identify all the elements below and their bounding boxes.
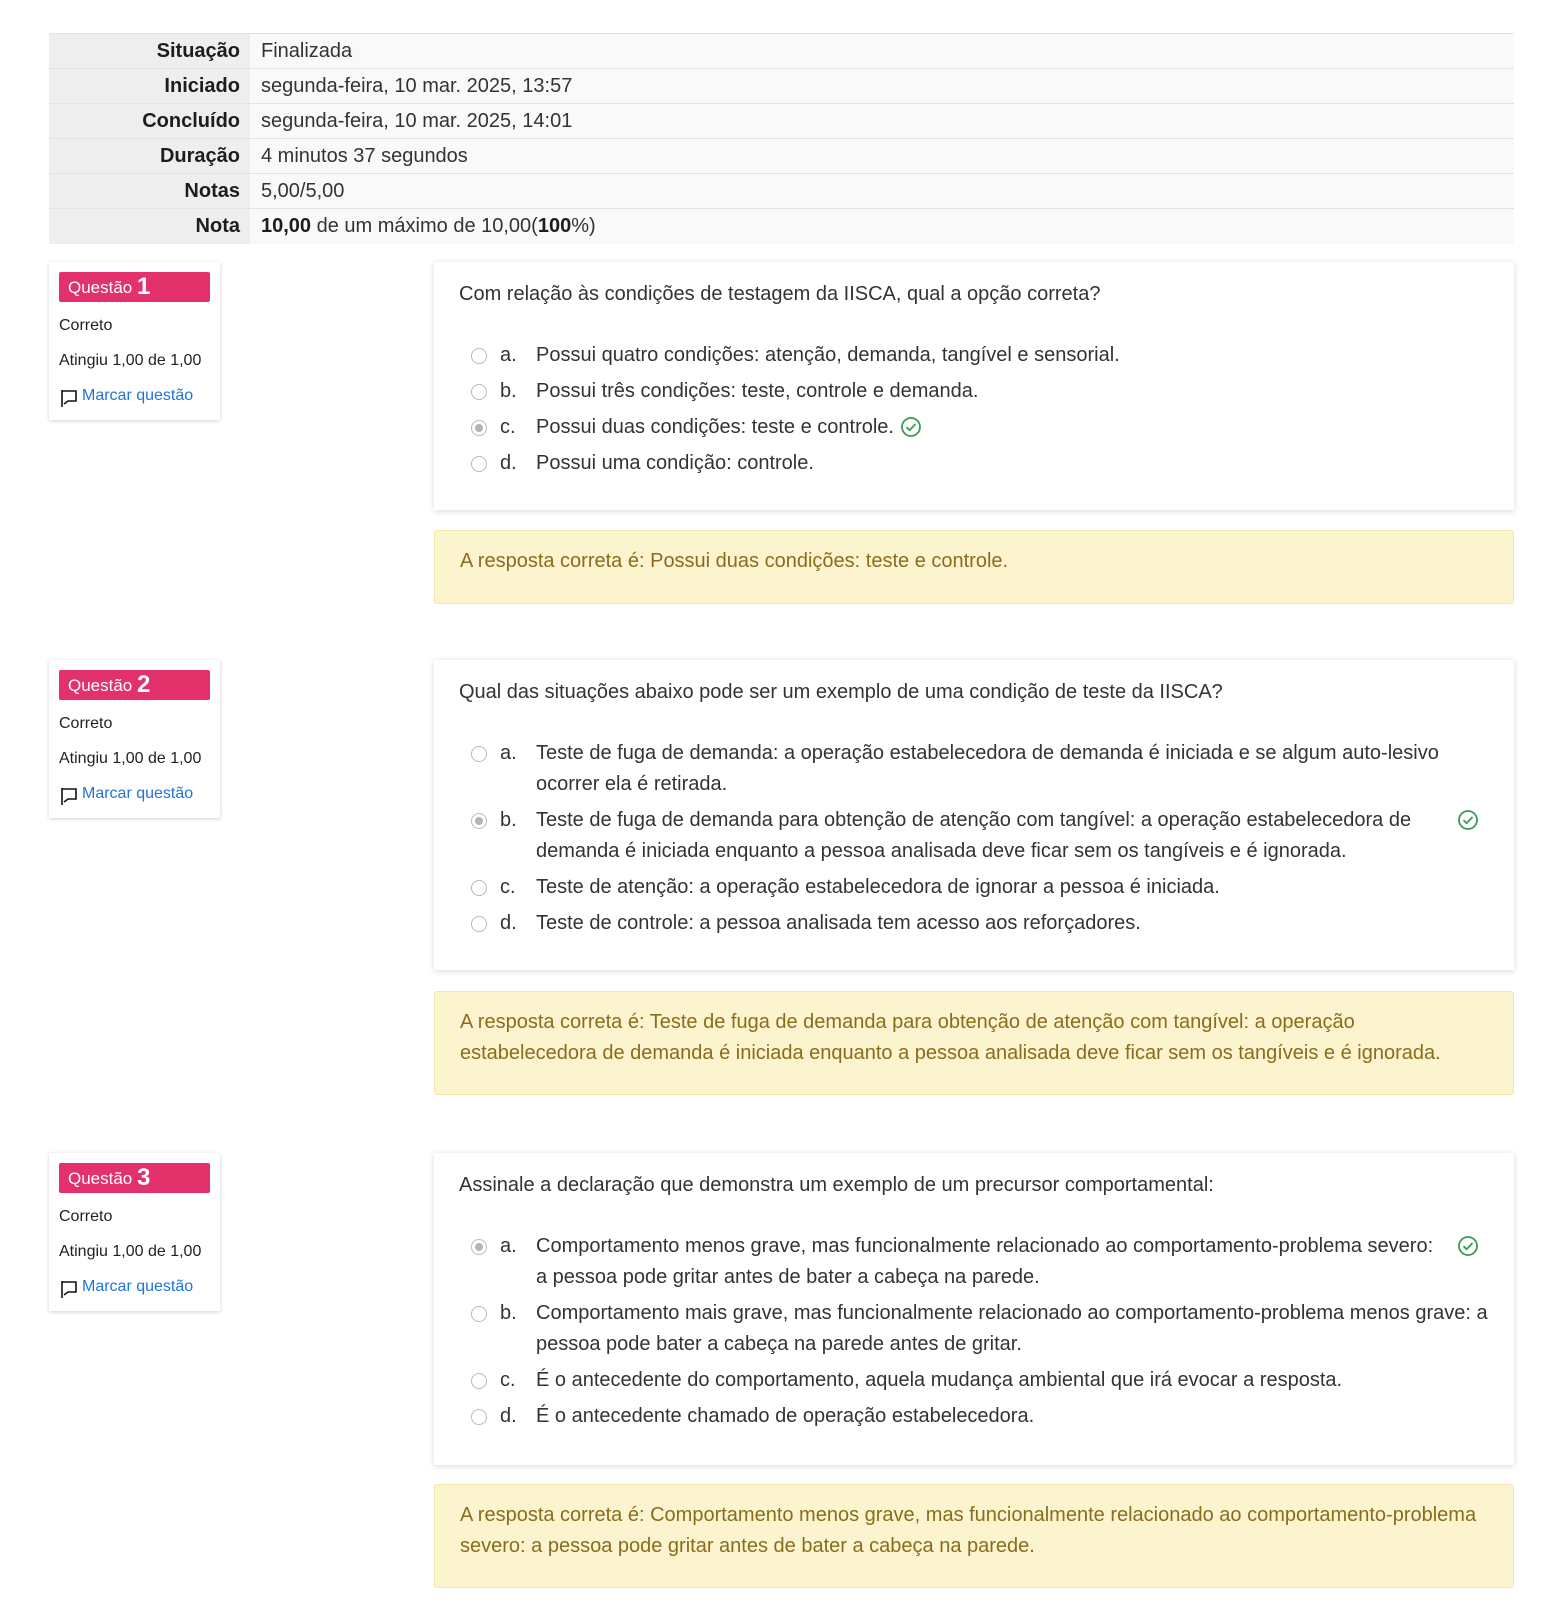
correct-check-icon [900,416,922,438]
question-number-badge [59,670,210,700]
flag-icon [59,1279,79,1299]
summary-row-notas [49,174,1514,209]
answer-text: Teste de fuga de demanda: a operação estabelecedora de demanda é iniciada e se algum auto-lesivo ocorrer ela é retirada. [536,742,1439,795]
grade-suffix: %) [571,214,596,237]
flag-question-label: Marcar questão [82,387,194,404]
answer-radio-selected[interactable] [471,813,487,829]
answer-radio[interactable] [471,746,487,762]
summary-row-duracao [49,139,1514,174]
answer-text: Teste de controle: a pessoa analisada tem acesso aos reforçadores. [536,912,1141,934]
answer-radio[interactable] [471,916,487,932]
flag-question-link[interactable] [59,384,210,408]
answer-option-c[interactable] [459,1365,1489,1396]
flag-icon [59,786,79,806]
flag-question-label: Marcar questão [82,785,194,802]
question-3-info [49,1153,220,1311]
answer-letter: a. [500,1235,517,1257]
question-number: 3 [137,1164,151,1191]
question-number: 2 [137,671,151,698]
answer-option-b[interactable] [459,376,1489,407]
answer-option-b[interactable] [459,1298,1489,1360]
summary-value: Finalizada [250,34,1514,69]
answer-radio[interactable] [471,880,487,896]
answer-letter: b. [500,380,517,402]
question-state: Correto [59,317,113,334]
question-label: Questão [68,278,133,297]
answer-option-d[interactable] [459,1401,1489,1432]
answer-letter: b. [500,809,517,831]
answer-option-a[interactable] [459,340,1489,371]
flag-question-link[interactable] [59,1275,210,1299]
question-3-feedback [434,1484,1514,1588]
answer-option-c[interactable] [459,412,1489,443]
summary-label: Notas [49,174,250,209]
flag-icon [59,388,79,408]
question-2-info [49,660,220,818]
question-state: Correto [59,1208,113,1225]
question-text: Com relação às condições de testagem da IISCA, qual a opção correta? [459,283,1101,305]
summary-row-iniciado [49,69,1514,104]
correct-check-icon [1457,1235,1479,1257]
answer-radio[interactable] [471,1409,487,1425]
question-grade: Atingiu 1,00 de 1,00 [59,352,202,369]
summary-label: Situação [49,34,250,69]
answer-radio[interactable] [471,1373,487,1389]
question-grade: Atingiu 1,00 de 1,00 [59,750,202,767]
question-text: Qual das situações abaixo pode ser um exemplo de uma condição de teste da IISCA? [459,681,1223,703]
summary-value: 4 minutos 37 segundos [250,139,1514,174]
right-answer-text: A resposta correta é: Possui duas condições: teste e controle. [460,550,1009,572]
summary-row-concluido [49,104,1514,139]
grade-middle: de um máximo de 10,00( [311,214,538,237]
question-text: Assinale a declaração que demonstra um exemplo de um precursor comportamental: [459,1174,1214,1196]
question-1-feedback [434,530,1514,604]
answer-radio[interactable] [471,1306,487,1322]
answer-text: Teste de fuga de demanda para obtenção de atenção com tangível: a operação estabelecedora de demanda é iniciada enquanto a pessoa analisada deve ficar sem os tangíveis e é ignorada. [536,809,1412,862]
question-number-badge [59,1163,210,1193]
question-label: Questão [68,676,133,695]
summary-grade-value [250,209,1514,244]
answer-option-d[interactable] [459,448,1489,479]
attempt-summary-table [49,33,1514,244]
answer-text: Possui duas condições: teste e controle. [536,416,894,438]
answer-radio-selected[interactable] [471,1239,487,1255]
answer-radio[interactable] [471,384,487,400]
answer-letter: c. [500,1369,516,1391]
answer-letter: c. [500,416,516,438]
question-state: Correto [59,715,113,732]
answer-option-d[interactable] [459,908,1489,939]
question-2-feedback [434,991,1514,1095]
question-1-info [49,262,220,420]
question-grade: Atingiu 1,00 de 1,00 [59,1243,202,1260]
summary-label: Iniciado [49,69,250,104]
summary-row-nota [49,209,1514,244]
answer-letter: a. [500,742,517,764]
question-number-badge [59,272,210,302]
answer-option-a[interactable] [459,738,1489,800]
answer-text: Possui três condições: teste, controle e demanda. [536,380,979,402]
answer-text: Possui uma condição: controle. [536,452,814,474]
summary-label: Duração [49,139,250,174]
summary-value: segunda-feira, 10 mar. 2025, 14:01 [250,104,1514,139]
right-answer-text: A resposta correta é: Comportamento menos grave, mas funcionalmente relacionado ao comportamento-problema severo: a pessoa pode gritar antes de bater a cabeça na parede. [460,1504,1477,1557]
answer-letter: d. [500,1405,517,1427]
question-number: 1 [137,273,151,300]
grade-percent: 100 [537,214,572,237]
question-2-formulation [434,660,1514,970]
answer-letter: a. [500,344,517,366]
answer-option-c[interactable] [459,872,1489,903]
answer-text: Comportamento mais grave, mas funcionalmente relacionado ao comportamento-problema menos grave: a pessoa pode bater a cabeça na parede antes de gritar. [536,1302,1488,1355]
answer-option-a[interactable] [459,1231,1489,1293]
answer-radio[interactable] [471,348,487,364]
answer-letter: d. [500,912,517,934]
summary-value: segunda-feira, 10 mar. 2025, 13:57 [250,69,1514,104]
answer-letter: b. [500,1302,517,1324]
summary-row-situacao [49,34,1514,69]
answer-text: Comportamento menos grave, mas funcionalmente relacionado ao comportamento-problema severo: a pessoa pode gritar antes de bater a cabeça na parede. [536,1235,1434,1288]
answer-text: Possui quatro condições: atenção, demanda, tangível e sensorial. [536,344,1120,366]
answer-text: É o antecedente chamado de operação estabelecedora. [536,1405,1035,1427]
summary-label: Concluído [49,104,250,139]
question-3-formulation [434,1153,1514,1465]
answer-text: Teste de atenção: a operação estabelecedora de ignorar a pessoa é iniciada. [536,876,1220,898]
summary-value: 5,00/5,00 [250,174,1514,209]
answer-radio-selected[interactable] [471,420,487,436]
flag-question-label: Marcar questão [82,1278,194,1295]
answer-text: É o antecedente do comportamento, aquela mudança ambiental que irá evocar a resposta. [536,1369,1343,1391]
question-label: Questão [68,1169,133,1188]
answer-letter: c. [500,876,516,898]
grade-score: 10,00 [261,214,312,237]
question-1-formulation [434,262,1514,510]
correct-check-icon [1457,809,1479,831]
answer-letter: d. [500,452,517,474]
summary-label: Nota [49,209,250,244]
answer-radio[interactable] [471,456,487,472]
flag-question-link[interactable] [59,782,210,806]
answer-option-b[interactable] [459,805,1489,867]
right-answer-text: A resposta correta é: Teste de fuga de demanda para obtenção de atenção com tangível: a operação estabelecedora de demanda é iniciada enquanto a pessoa analisada deve ficar sem os tangíveis e é ignorada. [460,1011,1441,1064]
